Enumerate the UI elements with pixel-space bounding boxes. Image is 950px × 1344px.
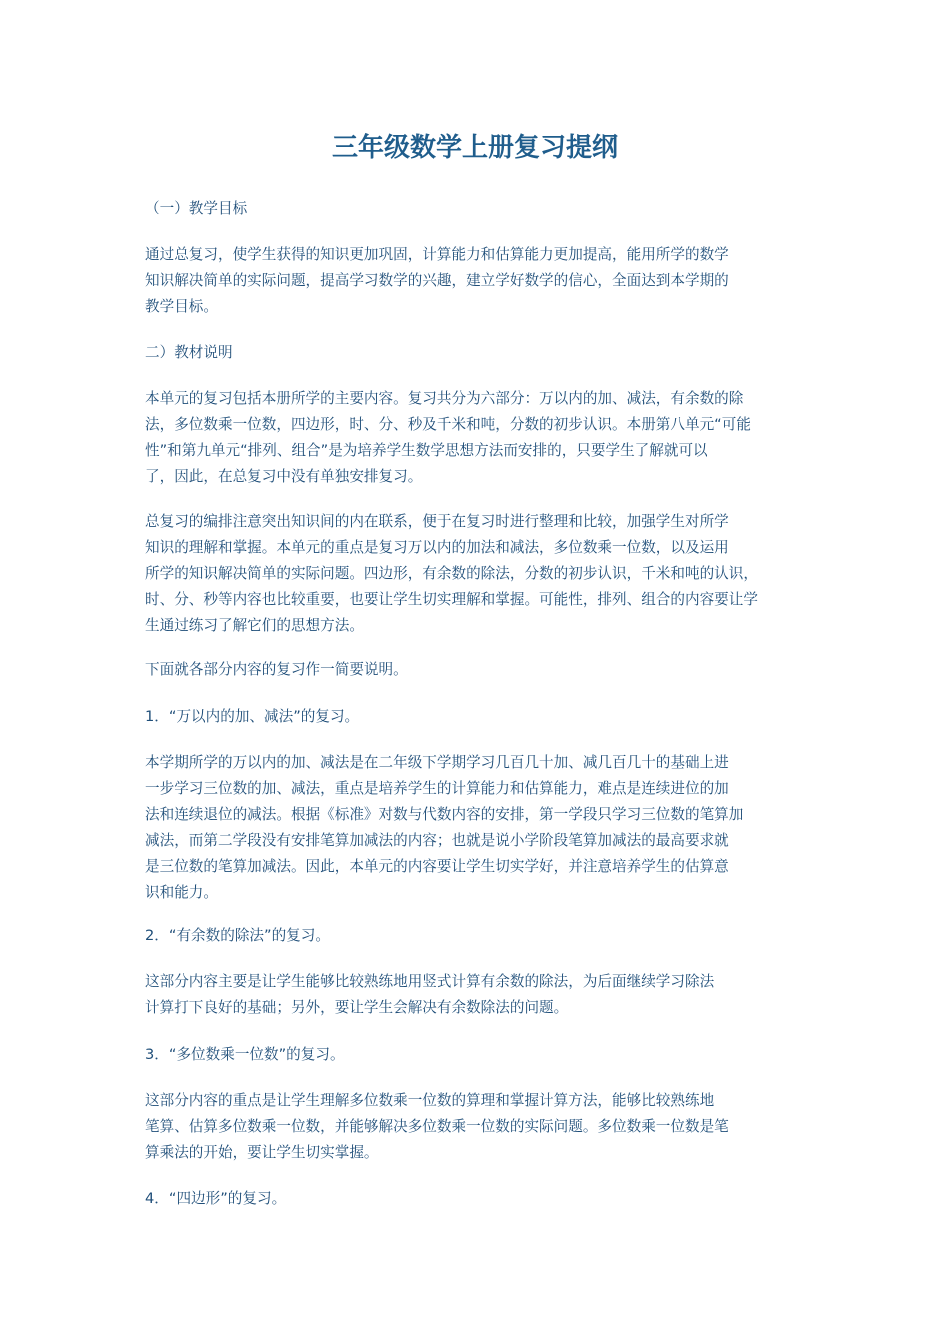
- paragraph-review-contents: 本单元的复习包括本册所学的主要内容。复习共分为六部分：万以内的加、减法，有余数的除 法，多位数乘一位数，四边形，时、分、秒及千米和吨，分数的初步认识。本册第八单元“可能 性”和第九单元“排列、组合”是为培养学生数学思想方法而安排的，只要学生了解就可以 了，因此，在总复习中没有单独安排复习。: [145, 390, 751, 485]
- item-heading-3: 3．“多位数乘一位数”的复习。: [145, 1046, 345, 1063]
- paragraph-teaching-goals: 通过总复习，使学生获得的知识更加巩固，计算能力和估算能力更加提高，能用所学的数学 知识解决简单的实际问题，提高学习数学的兴趣，建立学好数学的信心，全面达到本学期的 教学目标。: [145, 246, 729, 315]
- item-heading-2: 2．“有余数的除法”的复习。: [145, 927, 330, 944]
- section-heading-teaching-goals: （一）教学目标: [145, 200, 248, 217]
- paragraph-item-1: 本学期所学的万以内的加、减法是在二年级下学期学习几百几十加、减几百几十的基础上进 一步学习三位数的加、减法，重点是培养学生的计算能力和估算能力，难点是连续进位的加 法和连续退位的减法。根据《标准》对数与代数内容的安排，第一学段只学习三位数的笔算加 减法，而第二学段没有安排笔算加减法的内容；也就是说小学阶段笔算加减法的最高要求就 是三位数的笔算加减法。因此，本单元的内容要让学生切实学好，并注意培养学生的估算意 识和能力。: [145, 754, 744, 901]
- paragraph-review-arrangement: 总复习的编排注意突出知识间的内在联系，便于在复习时进行整理和比较，加强学生对所学 知识的理解和掌握。本单元的重点是复习万以内的加法和减法，多位数乘一位数，以及运用 所学的知识解决简单的实际问题。四边形，有余数的除法，分数的初步认识，千米和吨的认识， 时、分、秒等内容也比较重要，也要让学生切实理解和掌握。可能性，排列、组合的内容要让学 生通过练习了解它们的思想方法。: [145, 513, 758, 634]
- section-heading-materials: 二）教材说明: [145, 344, 233, 361]
- paragraph-item-3: 这部分内容的重点是让学生理解多位数乘一位数的算理和掌握计算方法，能够比较熟练地 笔算、估算多位数乘一位数，并能够解决多位数乘一位数的实际问题。多位数乘一位数是笔 算乘法的开始，要让学生切实掌握。: [145, 1092, 729, 1161]
- paragraph-intro-parts: 下面就各部分内容的复习作一简要说明。: [145, 661, 408, 678]
- document-title: 三年级数学上册复习提纲: [331, 133, 618, 163]
- item-heading-1: 1．“万以内的加、减法”的复习。: [145, 708, 360, 725]
- item-heading-4: 4．“四边形”的复习。: [145, 1190, 287, 1207]
- paragraph-item-2: 这部分内容主要是让学生能够比较熟练地用竖式计算有余数的除法，为后面继续学习除法 计算打下良好的基础；另外，要让学生会解决有余数除法的问题。: [145, 973, 715, 1016]
